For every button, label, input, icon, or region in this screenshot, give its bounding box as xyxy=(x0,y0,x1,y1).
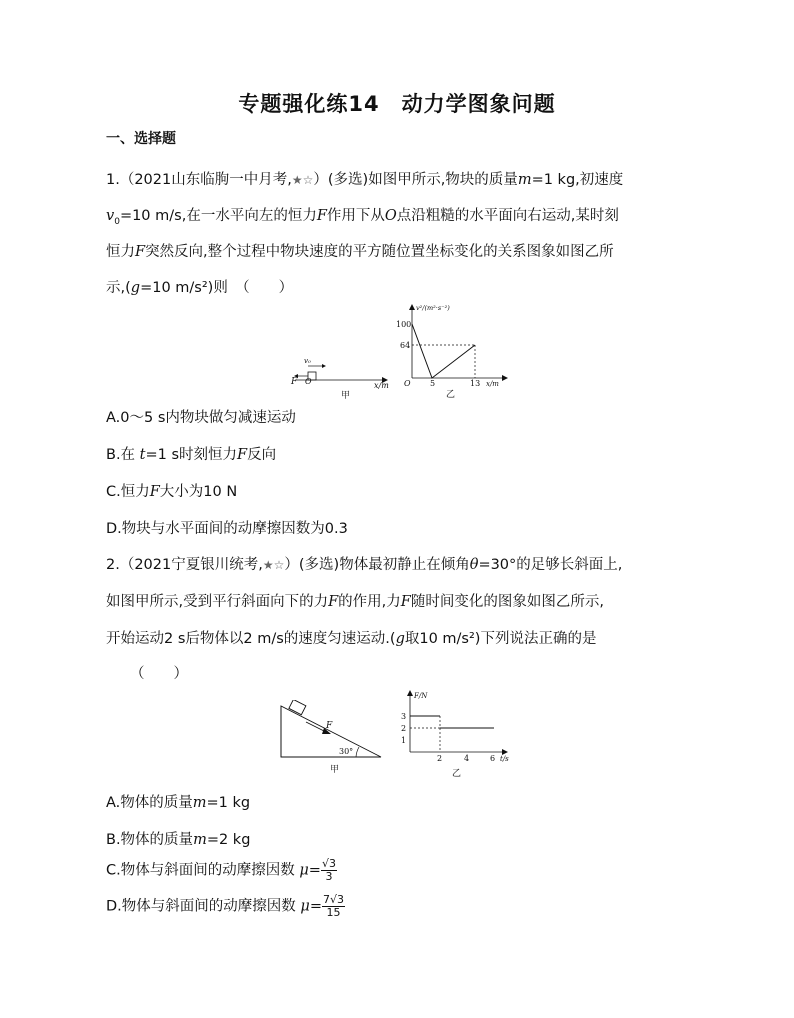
q1-text-f: 恒力 xyxy=(106,244,135,260)
q1-line-2 xyxy=(106,204,619,227)
q1-option-a: A.0～5 s内物块做匀减速运动 xyxy=(106,410,296,426)
q2-option-a-text-2: =1 kg xyxy=(206,795,251,811)
q1-var-m: m xyxy=(517,172,532,188)
q2-var-F: F xyxy=(328,594,339,610)
q1-option-b-var-t: t xyxy=(139,447,146,463)
q1-option-b-text-3: 反向 xyxy=(247,447,277,463)
q1-text-a: ）(多选)如图甲所示,物块的质量 xyxy=(313,172,518,188)
q2-text-e: 随时间变化的图象如图乙所示, xyxy=(410,594,604,610)
q1-yi-caption: 乙 xyxy=(446,390,456,400)
q1-yi-tick-5: 5 xyxy=(430,379,436,388)
q2-option-d-numerator: 7√3 xyxy=(322,893,344,906)
q1-option-c-text-1: C.恒力 xyxy=(106,484,150,500)
q1-text-h: 示,( xyxy=(106,280,131,296)
q2-option-d-var-mu: μ xyxy=(300,898,310,915)
q1-text-e: 点沿粗糙的水平面向右运动,某时刻 xyxy=(396,208,619,224)
q1-var-v: v xyxy=(106,208,115,224)
q1-var-O: O xyxy=(384,208,397,224)
q1-text-i: =10 m/s²)则 （ ） xyxy=(140,280,294,296)
q1-yi-x-arrow xyxy=(502,375,508,381)
q1-option-b-text-2: =1 s时刻恒力 xyxy=(145,447,238,463)
q1-yi-tick-13: 13 xyxy=(470,379,481,388)
star-difficulty-icon: ★☆ xyxy=(262,558,285,572)
q2-option-b-var-m: m xyxy=(193,832,207,848)
q1-text-d: 作用下从 xyxy=(326,208,385,224)
q2-text-d: 的作用,力 xyxy=(338,594,401,610)
q2-yi-tick-2: 2 xyxy=(401,724,407,733)
q2-var-F2: F xyxy=(400,594,411,610)
q1-source: 1.（2021山东临朐一中月考, xyxy=(106,172,292,188)
q2-jia-block xyxy=(289,700,306,715)
q1-line-1 xyxy=(106,168,623,189)
q1-var-g: g xyxy=(130,280,141,296)
q1-option-b-text-1: B.在 xyxy=(106,447,140,463)
q1-text-c: =10 m/s,在一水平向左的恒力 xyxy=(119,208,317,224)
q1-yi-graph-line xyxy=(412,324,475,378)
q2-jia-F-label: F xyxy=(326,721,333,731)
q2-option-d-text: D.物体与斜面间的动摩擦因数 xyxy=(106,898,301,915)
q2-figure-yi xyxy=(392,688,516,780)
q2-answer-bracket: （ ） xyxy=(130,666,188,682)
q2-option-b-text-2: =2 kg xyxy=(206,832,251,848)
q2-jia-incline xyxy=(281,706,381,757)
q2-option-c-denominator: 3 xyxy=(325,870,333,883)
q1-line-4 xyxy=(106,276,293,297)
q1-jia-F-label: F xyxy=(291,377,298,387)
q2-yi-y-arrow xyxy=(407,690,413,696)
q2-yi-tick-3: 3 xyxy=(401,712,407,721)
star-difficulty-icon: ★☆ xyxy=(291,173,314,187)
q1-var-F2: F xyxy=(135,244,146,260)
q2-line-1 xyxy=(106,553,622,574)
q1-yi-y-arrow xyxy=(409,304,415,310)
q2-option-d: D.物体与斜面间的动摩擦因数 μ= $\frac{7√3}{15}$ xyxy=(106,893,344,919)
q1-yi-ylabel: v²/(m²·s⁻²) xyxy=(416,304,450,312)
q2-text-g: 取10 m/s²)下列说法正确的是 xyxy=(404,631,597,647)
q2-option-c: C.物体与斜面间的动摩擦因数 μ= $\frac{√3}{3}$ xyxy=(106,857,336,883)
q1-option-b xyxy=(106,443,276,464)
q2-option-b xyxy=(106,828,250,849)
q2-yi-tick-t2: 2 xyxy=(437,754,443,763)
q2-option-c-fraction xyxy=(321,858,337,883)
q2-option-c-numerator: √3 xyxy=(321,857,336,870)
q2-line-2 xyxy=(106,590,604,611)
q1-yi-tick-64: 64 xyxy=(400,341,411,350)
q2-text-f: 开始运动2 s后物体以2 m/s的速度匀速运动.( xyxy=(106,631,396,647)
q1-text-b: =1 kg,初速度 xyxy=(531,172,624,188)
q2-line-3 xyxy=(106,627,596,648)
q1-text-g: 突然反向,整个过程中物块速度的平方随位置坐标变化的关系图象如图乙所 xyxy=(145,244,614,260)
q2-text-c: 如图甲所示,受到平行斜面向下的力 xyxy=(106,594,329,610)
q2-option-c-var-mu: μ xyxy=(299,862,309,879)
q1-option-d: D.物块与水平面间的动摩擦因数为0.3 xyxy=(106,521,348,537)
q2-option-c-text: C.物体与斜面间的动摩擦因数 xyxy=(106,862,300,879)
q2-jia-angle-label: 30° xyxy=(339,747,354,756)
q2-jia-angle-arc xyxy=(356,747,359,757)
q2-option-d-fraction xyxy=(322,894,345,919)
q2-option-b-text-1: B.物体的质量 xyxy=(106,832,194,848)
q2-option-d-denominator: 15 xyxy=(326,906,341,919)
q2-option-a-var-m: m xyxy=(192,795,207,811)
q1-jia-caption: 甲 xyxy=(341,391,351,400)
q2-option-a xyxy=(106,791,250,812)
q2-option-a-text-1: A.物体的质量 xyxy=(106,795,193,811)
q1-yi-xlabel: x/m xyxy=(486,380,499,388)
q1-option-c-text-2: 大小为10 N xyxy=(159,484,238,500)
q1-var-F: F xyxy=(316,208,327,224)
q1-yi-origin: O xyxy=(404,379,411,388)
q2-source: 2.（2021宁夏银川统考, xyxy=(106,557,263,573)
q2-var-theta: θ xyxy=(469,557,479,573)
q1-option-c xyxy=(106,480,237,501)
q1-option-b-var-F: F xyxy=(237,447,248,463)
q2-jia-caption: 甲 xyxy=(330,765,340,775)
q2-yi-tick-t6: 6 xyxy=(490,754,496,763)
q2-yi-tick-t4: 4 xyxy=(464,754,470,763)
q1-yi-tick-100: 100 xyxy=(396,320,412,329)
q1-figure-jia xyxy=(286,350,396,400)
q2-text-a: ）(多选)物体最初静止在倾角 xyxy=(284,557,470,573)
q1-option-c-var-F: F xyxy=(149,484,160,500)
q1-var-v-sub: 0 xyxy=(114,216,120,227)
section-heading: 一、选择题 xyxy=(106,131,176,147)
q1-line-3 xyxy=(106,240,614,261)
q1-jia-O-label: O xyxy=(305,377,312,386)
q2-yi-tick-1: 1 xyxy=(401,736,407,745)
q2-yi-ylabel: F/N xyxy=(414,692,428,700)
q1-jia-axis-label: x/m xyxy=(374,381,389,390)
q1-jia-v0-label: v₀ xyxy=(304,357,311,365)
q2-yi-caption: 乙 xyxy=(452,769,462,779)
q1-jia-v0-head xyxy=(322,364,326,368)
q2-yi-xlabel: t/s xyxy=(500,755,509,763)
q2-text-b: =30°的足够长斜面上, xyxy=(478,557,623,573)
q2-var-g: g xyxy=(395,631,405,647)
q2-figure-jia xyxy=(276,700,386,778)
q1-figure-yi xyxy=(394,302,514,400)
page-title: 专题强化练14 动力学图象问题 xyxy=(238,92,556,116)
